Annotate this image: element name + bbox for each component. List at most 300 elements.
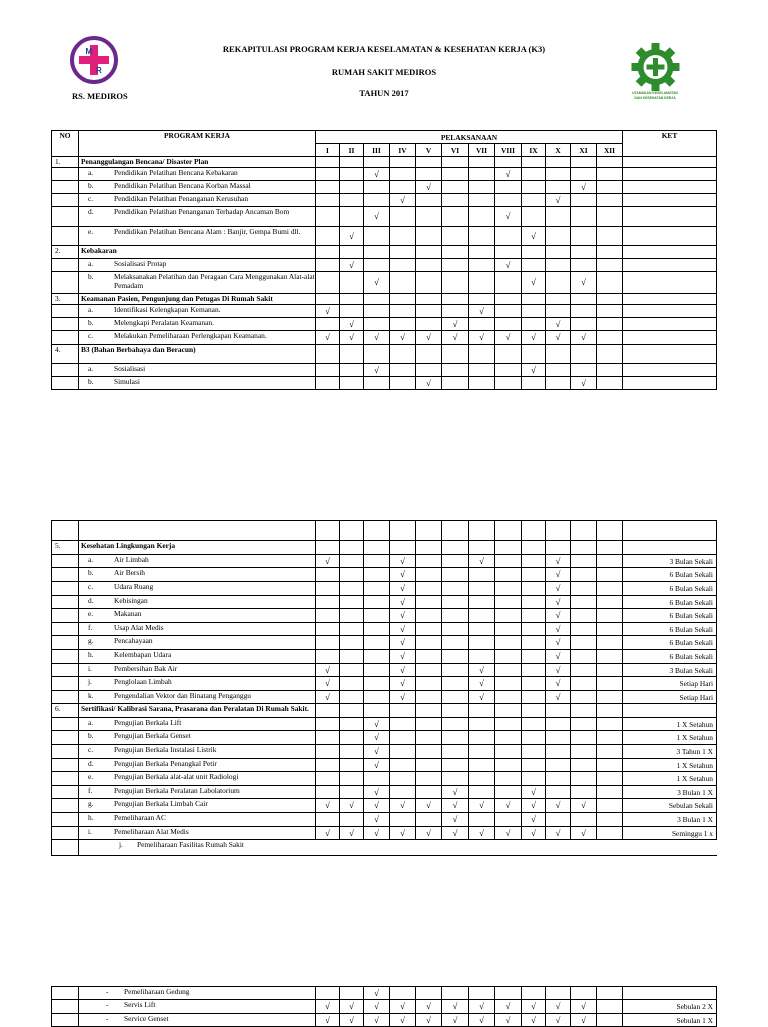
- month-cell: [442, 813, 469, 827]
- item-letter: a.: [88, 168, 94, 177]
- month-cell: [469, 227, 495, 246]
- month-cell: [469, 207, 495, 227]
- item-letter: -: [106, 987, 109, 996]
- ket-cell: [623, 541, 717, 555]
- ket-cell: [623, 364, 717, 377]
- item-label: Penglolaan Limbah: [114, 677, 172, 686]
- month-cell: [364, 181, 390, 194]
- month-cell: [316, 227, 340, 246]
- month-cell: [442, 731, 469, 745]
- month-cell: [442, 305, 469, 318]
- month-cell: [316, 799, 340, 813]
- month-cell: [571, 1014, 597, 1027]
- month-cell: [546, 194, 571, 207]
- program-item: [79, 691, 315, 700]
- month-cell: [316, 596, 340, 609]
- program-cell: [79, 1000, 316, 1014]
- month-cell: [442, 168, 469, 181]
- ket-text: 3 Bulan 1 X: [677, 815, 713, 824]
- month-cell: [390, 541, 416, 555]
- check-mark: √: [555, 691, 561, 702]
- month-cell: [571, 294, 597, 305]
- row-number: [52, 331, 79, 345]
- check-mark: √: [581, 277, 586, 287]
- table-row: [52, 813, 717, 827]
- month-cell: [340, 704, 364, 718]
- item-letter: b.: [88, 181, 94, 190]
- month-cell: [522, 704, 546, 718]
- program-cell: [79, 799, 316, 813]
- check-mark: √: [452, 318, 458, 329]
- month-cell: [340, 759, 364, 772]
- check-mark: √: [400, 555, 405, 566]
- check-mark: √: [349, 827, 354, 838]
- check-mark: √: [400, 664, 405, 675]
- month-cell: [340, 227, 364, 246]
- item-letter: d.: [88, 207, 94, 216]
- ket-cell: [623, 636, 717, 650]
- month-cell: [316, 331, 340, 345]
- month-cell: [469, 813, 495, 827]
- month-cell: [364, 650, 390, 664]
- month-cell: [416, 1000, 442, 1014]
- program-item: [79, 759, 315, 768]
- month-cell: [495, 596, 522, 609]
- table-row: [52, 691, 717, 704]
- month-cell: [340, 345, 364, 364]
- month-cell: [571, 555, 597, 568]
- table-row: [52, 609, 717, 623]
- month-cell: [571, 168, 597, 181]
- row-number: [52, 677, 79, 691]
- table-row: [52, 596, 717, 609]
- ket-text: 3 Bulan 1 X: [677, 787, 713, 797]
- month-cell: [522, 677, 546, 691]
- check-mark: √: [452, 800, 458, 810]
- month-cell: [364, 664, 390, 677]
- ket-cell: [623, 731, 717, 745]
- check-mark: √: [479, 332, 484, 342]
- ket-cell: [623, 987, 717, 1000]
- item-label: Pengujian Berkala alat-alat unit Radiologi: [114, 772, 239, 781]
- month-cell: [316, 1000, 340, 1014]
- ket-cell: [623, 827, 717, 840]
- check-mark: √: [452, 814, 458, 824]
- program-item: [79, 194, 315, 203]
- month-cell: [340, 305, 364, 318]
- month-cell: [495, 181, 522, 194]
- month-cell: [469, 194, 495, 207]
- ket-cell: [623, 759, 717, 772]
- check-mark: √: [349, 800, 354, 810]
- month-cell: [571, 772, 597, 786]
- section-title: Sertifikasi/ Kalibrasi Sarana, Prasarana dan Peralatan Di Rumah Sakit.: [81, 704, 309, 713]
- ket-cell: [623, 157, 717, 168]
- row-number: [52, 987, 79, 1000]
- month-cell: [597, 813, 623, 827]
- month-cell: [316, 772, 340, 786]
- month-cell: [571, 745, 597, 759]
- month-cell: [469, 745, 495, 759]
- ket-text: Setiap Hari: [679, 679, 713, 688]
- ket-cell: [623, 677, 717, 691]
- month-cell: [495, 294, 522, 305]
- item-label: Pembersihan Bak Air: [114, 664, 178, 673]
- program-item: [79, 609, 315, 618]
- month-cell: [522, 745, 546, 759]
- month-cell: [340, 799, 364, 813]
- month-cell: [442, 650, 469, 664]
- ket-cell: [623, 259, 717, 272]
- check-mark: √: [479, 827, 484, 838]
- ket-cell: [623, 786, 717, 799]
- month-cell: [416, 609, 442, 623]
- month-cell: [390, 227, 416, 246]
- item-letter: f.: [88, 623, 93, 632]
- month-cell: [442, 521, 469, 541]
- logo-left: [69, 35, 119, 85]
- month-cell: [442, 568, 469, 582]
- logo-left-m: M: [85, 47, 93, 56]
- month-cell: [442, 345, 469, 364]
- month-cell: [522, 541, 546, 555]
- ket-text: 1 X Setahun: [676, 733, 713, 742]
- check-mark: √: [555, 583, 561, 593]
- month-cell: [597, 521, 623, 541]
- month-cell: [364, 541, 390, 555]
- item-letter: a.: [88, 259, 94, 268]
- table-row: [52, 745, 717, 759]
- ket-cell: [623, 521, 717, 541]
- check-mark: √: [555, 318, 561, 329]
- month-cell: [364, 813, 390, 827]
- month-cell: [316, 786, 340, 799]
- item-letter: g.: [88, 799, 94, 808]
- month-cell: [495, 609, 522, 623]
- month-cell: [390, 1014, 416, 1027]
- check-mark: √: [374, 364, 379, 375]
- month-cell: [340, 555, 364, 568]
- program-item: [79, 305, 315, 314]
- month-cell: [364, 718, 390, 731]
- check-mark: √: [400, 623, 405, 634]
- month-cell: [416, 272, 442, 294]
- ket-text: 1 X Setahun: [676, 774, 713, 783]
- month-cell: [597, 227, 623, 246]
- program-item: [79, 568, 315, 577]
- month-cell: [469, 1014, 495, 1027]
- check-mark: √: [426, 377, 431, 388]
- month-cell: [597, 799, 623, 813]
- table-row: [52, 227, 717, 246]
- month-cell: [316, 305, 340, 318]
- table-header-row: [52, 131, 717, 144]
- item-label: Melakukan Pemeliharaan Perlengkapan Keamanan.: [114, 331, 267, 340]
- month-cell: [495, 691, 522, 704]
- program-cell: [79, 364, 316, 377]
- month-cell: [495, 259, 522, 272]
- month-cell: [442, 596, 469, 609]
- item-label: Identifikasi Kelengkapan Kemanan.: [114, 305, 221, 314]
- month-cell: [316, 246, 340, 259]
- check-mark: √: [555, 827, 561, 838]
- month-cell: [469, 596, 495, 609]
- program-table-page-2: [51, 520, 717, 856]
- month-cell: [571, 623, 597, 636]
- month-cell: [571, 677, 597, 691]
- check-mark: √: [374, 800, 379, 810]
- month-cell: [522, 786, 546, 799]
- row-number: [52, 718, 79, 731]
- month-cell: [546, 596, 571, 609]
- ket-cell: [623, 704, 717, 718]
- ket-cell: [623, 181, 717, 194]
- month-cell: [442, 582, 469, 596]
- ket-cell: [623, 318, 717, 331]
- program-item: [79, 227, 315, 236]
- month-cell: [571, 227, 597, 246]
- month-cell: [390, 294, 416, 305]
- check-mark: √: [555, 194, 561, 205]
- month-cell: [416, 157, 442, 168]
- row-number: [52, 650, 79, 664]
- row-number-text: 1.: [55, 157, 61, 166]
- check-mark: √: [581, 181, 586, 192]
- month-cell: [390, 318, 416, 331]
- item-letter: i.: [88, 664, 92, 673]
- table-row: [52, 1014, 717, 1027]
- ket-cell: [623, 331, 717, 345]
- month-cell: [597, 718, 623, 731]
- item-letter: a.: [88, 555, 94, 564]
- row-number: [52, 259, 79, 272]
- month-cell: [597, 759, 623, 772]
- row-number: [52, 194, 79, 207]
- program-cell: [79, 331, 316, 345]
- month-cell: [522, 772, 546, 786]
- month-cell: [442, 318, 469, 331]
- month-cell: [416, 745, 442, 759]
- month-cell: [390, 521, 416, 541]
- check-mark: √: [555, 623, 561, 634]
- program-cell: [79, 157, 316, 168]
- program-item: [79, 650, 315, 659]
- month-cell: [469, 731, 495, 745]
- month-cell: [571, 650, 597, 664]
- check-mark: √: [400, 827, 405, 838]
- document-year: TAHUN 2017: [359, 88, 409, 98]
- month-cell: [597, 786, 623, 799]
- month-cell: [469, 691, 495, 704]
- row-number: [52, 305, 79, 318]
- month-cell: [416, 677, 442, 691]
- check-mark: √: [400, 610, 405, 620]
- month-cell: [340, 294, 364, 305]
- month-cell: [522, 827, 546, 840]
- month-cell: [416, 318, 442, 331]
- row-number: [52, 294, 79, 305]
- month-cell: [469, 650, 495, 664]
- program-item: [79, 827, 315, 836]
- month-cell: [390, 259, 416, 272]
- month-cell: [390, 691, 416, 704]
- check-mark: √: [581, 377, 586, 388]
- month-cell: [340, 246, 364, 259]
- month-cell: [522, 718, 546, 731]
- ket-cell: [623, 718, 717, 731]
- month-cell: [571, 799, 597, 813]
- month-cell: [571, 664, 597, 677]
- program-cell: [79, 194, 316, 207]
- month-cell: [469, 568, 495, 582]
- month-cell: [316, 345, 340, 364]
- table-row: [52, 987, 717, 1000]
- month-cell: [469, 636, 495, 650]
- table-row: [52, 568, 717, 582]
- month-cell: [390, 677, 416, 691]
- item-label: Usap Alat Medis: [114, 623, 164, 632]
- check-mark: √: [400, 194, 405, 205]
- month-cell: [316, 704, 340, 718]
- month-cell: [364, 636, 390, 650]
- program-cell: [79, 609, 316, 623]
- month-cell: [469, 786, 495, 799]
- month-cell: [571, 272, 597, 294]
- month-cell: [522, 305, 546, 318]
- month-cell: [316, 207, 340, 227]
- month-cell: [495, 1014, 522, 1027]
- item-letter: e.: [88, 609, 94, 618]
- month-cell: [495, 799, 522, 813]
- month-cell: [571, 521, 597, 541]
- month-cell: [495, 246, 522, 259]
- month-cell: [416, 772, 442, 786]
- month-cell: [469, 521, 495, 541]
- program-item: [79, 786, 315, 795]
- check-mark: √: [349, 259, 354, 270]
- check-mark: √: [400, 583, 405, 593]
- month-cell: [522, 813, 546, 827]
- ket-text: 1 X Setahun: [676, 760, 713, 770]
- check-mark: √: [555, 1001, 561, 1011]
- program-item: [79, 745, 315, 754]
- month-cell: [495, 364, 522, 377]
- month-cell: [522, 555, 546, 568]
- table-row: [52, 207, 717, 227]
- month-cell: [416, 377, 442, 390]
- check-mark: √: [374, 827, 379, 838]
- month-cell: [546, 772, 571, 786]
- program-cell: [79, 786, 316, 799]
- check-mark: √: [374, 168, 379, 179]
- program-cell: [79, 521, 316, 541]
- month-cell: [597, 691, 623, 704]
- row-number: [52, 827, 79, 840]
- table-row: [52, 759, 717, 772]
- program-cell: [79, 650, 316, 664]
- check-mark: √: [426, 827, 431, 838]
- month-cell: [469, 345, 495, 364]
- month-cell: [495, 827, 522, 840]
- month-cell: [522, 568, 546, 582]
- month-cell: [546, 181, 571, 194]
- item-label: Kebisingan: [114, 596, 148, 605]
- month-cell: [442, 364, 469, 377]
- ket-cell: [623, 609, 717, 623]
- month-cell: [546, 377, 571, 390]
- program-item: [79, 331, 315, 340]
- month-header-1: I: [316, 144, 340, 157]
- ket-cell: [623, 207, 717, 227]
- check-mark: √: [479, 305, 484, 316]
- logo-left-r: R: [96, 66, 102, 75]
- program-cell: [79, 181, 316, 194]
- ket-cell: [623, 582, 717, 596]
- month-cell: [442, 194, 469, 207]
- month-cell: [442, 541, 469, 555]
- month-cell: [522, 194, 546, 207]
- month-cell: [416, 623, 442, 636]
- month-cell: [597, 259, 623, 272]
- month-cell: [340, 691, 364, 704]
- item-letter: -: [106, 1000, 109, 1009]
- month-cell: [495, 168, 522, 181]
- month-cell: [316, 650, 340, 664]
- month-cell: [546, 305, 571, 318]
- month-cell: [495, 521, 522, 541]
- check-mark: √: [452, 1001, 458, 1011]
- program-cell: [79, 272, 316, 294]
- month-cell: [469, 623, 495, 636]
- month-cell: [364, 609, 390, 623]
- row-number: [52, 568, 79, 582]
- month-cell: [597, 704, 623, 718]
- month-cell: [340, 609, 364, 623]
- month-cell: [316, 294, 340, 305]
- month-cell: [546, 168, 571, 181]
- month-cell: [340, 718, 364, 731]
- check-mark: √: [400, 569, 405, 579]
- month-cell: [340, 364, 364, 377]
- month-cell: [495, 704, 522, 718]
- program-table-page-3: [51, 986, 717, 1027]
- check-mark: √: [374, 277, 379, 287]
- check-mark: √: [505, 827, 511, 838]
- row-number: [52, 772, 79, 786]
- check-mark: √: [325, 827, 330, 838]
- month-cell: [469, 181, 495, 194]
- program-cell: [79, 1014, 316, 1027]
- month-cell: [364, 168, 390, 181]
- month-cell: [442, 827, 469, 840]
- month-cell: [571, 731, 597, 745]
- month-cell: [469, 364, 495, 377]
- month-cell: [390, 799, 416, 813]
- ket-text: Sebulan Sekali: [668, 801, 713, 810]
- month-cell: [442, 294, 469, 305]
- month-cell: [522, 759, 546, 772]
- month-cell: [340, 194, 364, 207]
- program-item: [79, 318, 315, 327]
- month-cell: [469, 272, 495, 294]
- month-cell: [316, 541, 340, 555]
- month-cell: [316, 568, 340, 582]
- month-cell: [416, 799, 442, 813]
- item-label: Air Limbah: [114, 555, 149, 564]
- month-cell: [442, 987, 469, 1000]
- month-cell: [442, 272, 469, 294]
- month-cell: [469, 305, 495, 318]
